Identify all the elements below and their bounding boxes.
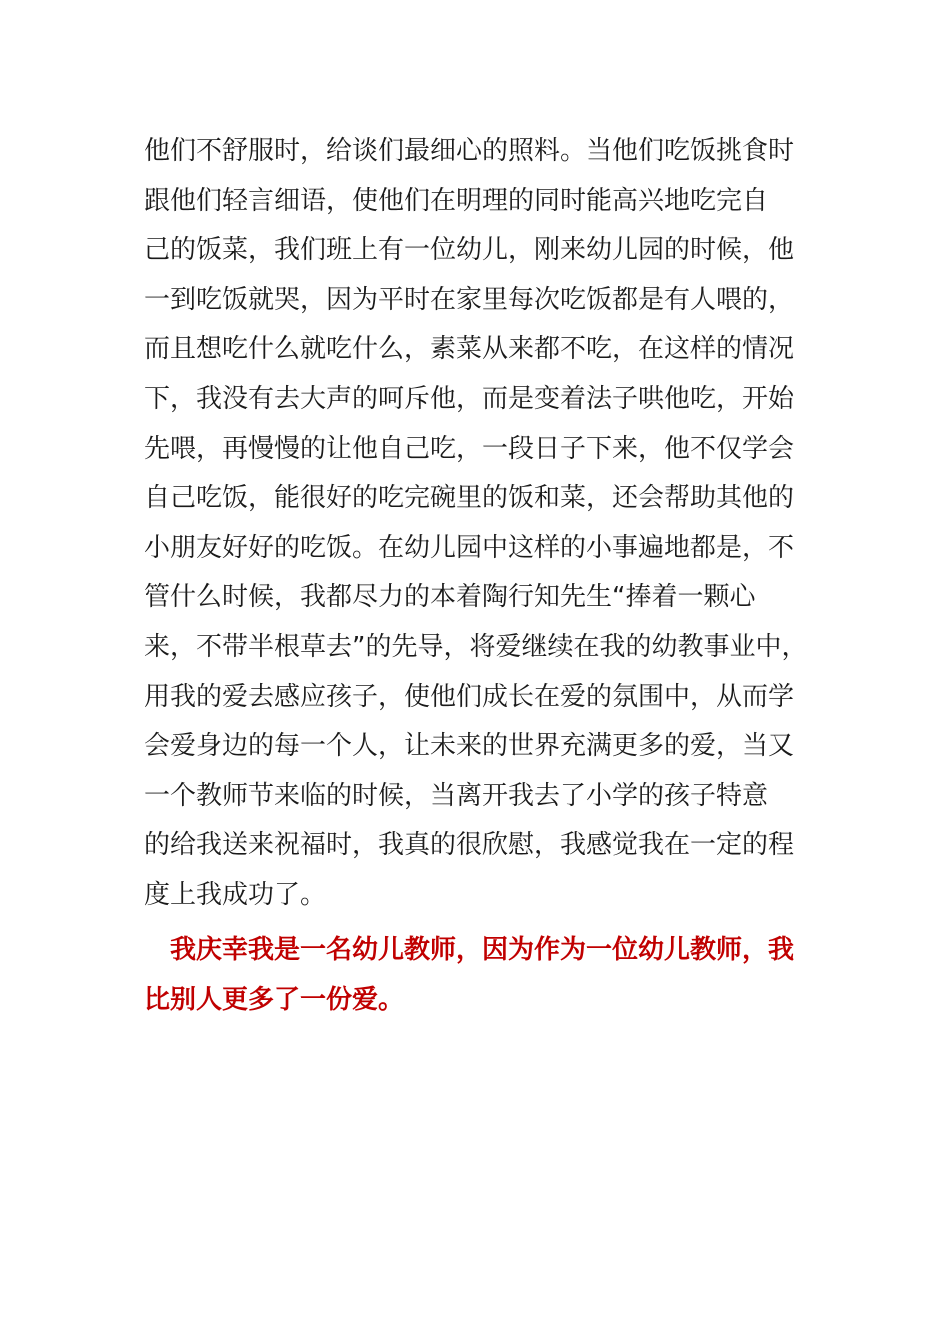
body-line-2: 跟他们轻言细语，使他们在明理的同时能高兴地吃完自	[144, 185, 769, 216]
closing-paragraph	[144, 926, 824, 1025]
body-line-12: 用我的爱去感应孩子，使他们成长在爱的氛围中，从而学	[144, 681, 795, 712]
body-line-8: 自己吃饭，能很好的吃完碗里的饭和菜，还会帮助其他的	[144, 483, 795, 514]
body-line-5: 而且想吃什么就吃什么，素菜从来都不吃，在这样的情况	[144, 334, 795, 365]
body-line-6: 下，我没有去大声的呵斥他，而是变着法子哄他吃，开始	[144, 383, 795, 414]
body-line-11: 来，不带半根草去”的先导，将爱继续在我的幼教事业中，	[144, 631, 808, 662]
body-line-4: 一到吃饭就哭，因为平时在家里每次吃饭都是有人喂的，	[144, 284, 795, 315]
closing-line-2: 比别人更多了一份爱。	[144, 984, 405, 1015]
body-line-3: 己的饭菜，我们班上有一位幼儿，刚来幼儿园的时候，他	[144, 235, 795, 266]
body-line-10: 管什么时候，我都尽力的本着陶行知先生“捧着一颗心	[144, 582, 756, 613]
body-paragraph	[144, 127, 824, 921]
closing-line-1: 我庆幸我是一名幼儿教师，因为作为一位幼儿教师，我	[170, 935, 795, 965]
body-line-1: 他们不舒服时，给谈们最细心的照料。当他们吃饭挑食时	[144, 136, 795, 166]
body-line-16: 度上我成功了。	[144, 879, 327, 910]
body-line-14: 一个教师节来临的时候，当离开我去了小学的孩子特意	[144, 780, 769, 811]
body-line-7: 先喂，再慢慢的让他自己吃，一段日子下来，他不仅学会	[144, 433, 795, 464]
body-line-13: 会爱身边的每一个人，让未来的世界充满更多的爱，当又	[144, 731, 795, 762]
body-line-15: 的给我送来祝福时，我真的很欣慰，我感觉我在一定的程	[144, 830, 795, 861]
body-line-9: 小朋友好好的吃饭。在幼儿园中这样的小事遍地都是，不	[144, 532, 795, 563]
